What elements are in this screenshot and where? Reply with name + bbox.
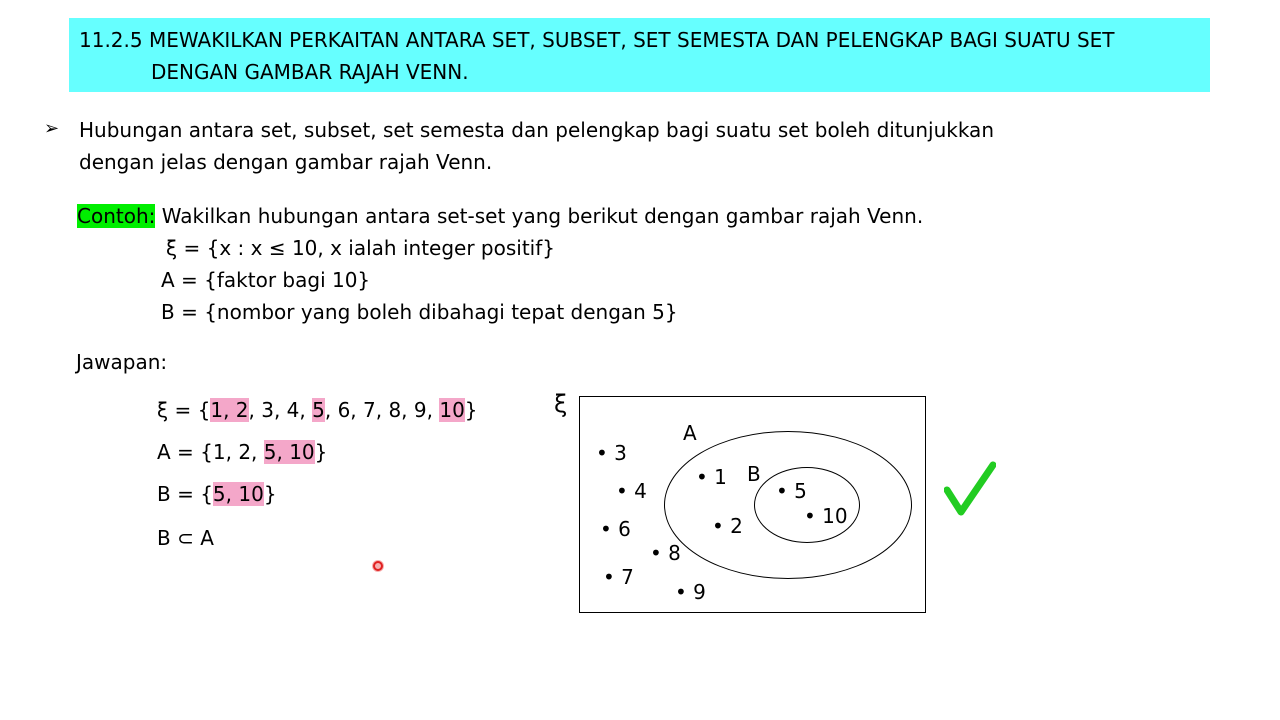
laser-pointer-icon [370,558,386,574]
bullet-text-line-2: dengan jelas dengan gambar rajah Venn. [79,150,493,174]
element-10: • 10 [804,504,848,528]
answer-xi-highlight-3: 10 [439,398,465,422]
answer-a-highlight: 5, 10 [263,440,315,464]
answer-b-prefix: B = { [157,482,213,506]
element-8: • 8 [650,541,681,565]
element-9: • 9 [675,580,706,604]
example-line [77,204,923,228]
title-banner [69,18,1210,92]
title-line-1: 11.2.5 MEWAKILKAN PERKAITAN ANTARA SET, SUBSET, SET SEMESTA DAN PELENGKAP BAGI SUATU SET [79,28,1115,52]
element-6: • 6 [600,517,631,541]
answer-xi-suffix: } [464,398,478,422]
set-a-label: A [683,421,697,445]
answer-a-suffix: } [314,440,328,464]
answer-xi-highlight-1: 1, 2 [210,398,249,422]
bullet-text-line-1: Hubungan antara set, subset, set semesta dan pelengkap bagi suatu set boleh ditunjukkan [79,118,994,142]
example-label: Contoh: [77,204,156,228]
element-1: • 1 [696,465,727,489]
set-b-label: B [747,462,761,486]
checkmark-icon [944,460,996,516]
answer-xi-list [157,398,478,422]
answer-b-highlight: 5, 10 [212,482,264,506]
example-instruction: Wakilkan hubungan antara set-set yang berikut dengan gambar rajah Venn. [155,204,924,228]
element-4: • 4 [616,479,647,503]
subset-relation: B ⊂ A [157,526,214,550]
answer-a-list [157,440,327,464]
answer-a-prefix: A = {1, 2, [157,440,264,464]
answer-b-list [157,482,277,506]
title-line-2: DENGAN GAMBAR RAJAH VENN. [151,60,469,84]
element-2: • 2 [712,514,743,538]
answer-xi-middle-1: , 3, 4, [248,398,313,422]
xi-definition: ξ = {x : x ≤ 10, x ialah integer positif} [166,236,555,260]
set-a-definition: A = {faktor bagi 10} [161,268,371,292]
element-3: • 3 [596,441,627,465]
bullet-arrow-icon: ➢ [44,118,60,139]
answer-xi-prefix: ξ = { [157,398,211,422]
set-b-definition: B = {nombor yang boleh dibahagi tepat dengan 5} [161,300,678,324]
element-7: • 7 [603,565,634,589]
venn-diagram [579,396,926,613]
answer-b-suffix: } [263,482,277,506]
answer-xi-middle-2: , 6, 7, 8, 9, [324,398,440,422]
answer-label: Jawapan: [76,350,168,374]
answer-xi-highlight-2: 5 [312,398,325,422]
element-5: • 5 [776,479,807,503]
universal-set-symbol: ξ [554,390,568,418]
